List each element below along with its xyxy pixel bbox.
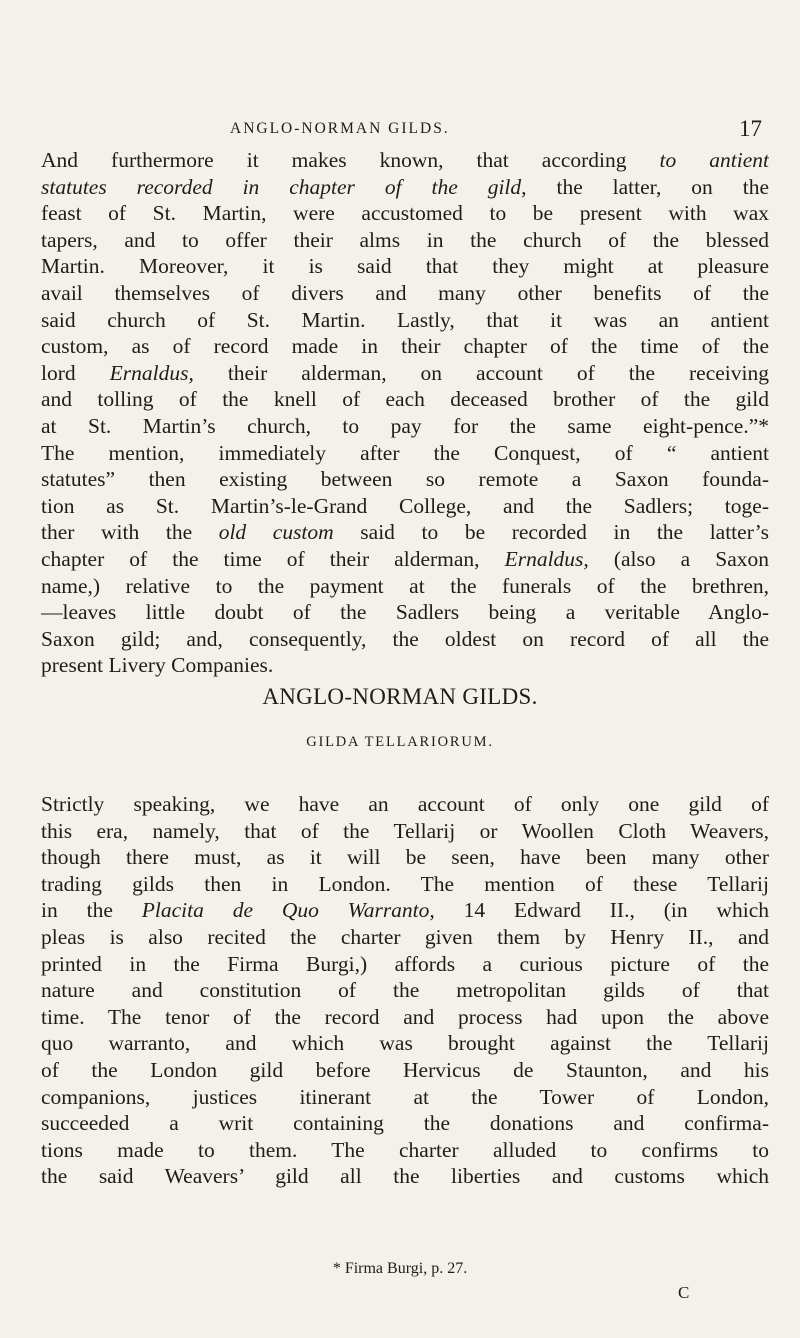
text-line: and tolling of the knell of each deceased brother of the gild — [41, 387, 769, 412]
text-line: tions made to them. The charter alluded to confirms to — [41, 1137, 769, 1162]
footnote: * Firma Burgi, p. 27. — [332, 1260, 468, 1277]
text-line: printed in the Firma Burgi,) affords a curious picture of the — [41, 951, 769, 976]
body-text-lower — [41, 791, 769, 1190]
text-line: Strictly speaking, we have an account of only one gild of — [41, 792, 769, 816]
section-subheading: GILDA TELLARIORUM. — [306, 734, 494, 750]
text-line: said church of St. Martin. Lastly, that it was an antient — [41, 307, 769, 332]
paragraph-gild-statutes — [41, 147, 769, 440]
text-line: quo warranto, and which was brought against the Tellarij — [41, 1031, 769, 1056]
paragraph-antient-statutes — [41, 440, 769, 679]
text-line: though there must, as it will be seen, have been many other — [41, 845, 769, 870]
body-text-upper — [41, 147, 769, 679]
text-line: statutes recorded in chapter of the gild, the latter, on the — [41, 174, 769, 199]
text-line: pleas is also recited the charter given them by Henry II., and — [41, 924, 769, 949]
text-line: chapter of the time of their alderman, Ernaldus, (also a Saxon — [41, 546, 769, 571]
text-line: custom, as of record made in their chapter of the time of the — [41, 334, 769, 359]
running-title: ANGLO-NORMAN GILDS. — [230, 120, 450, 137]
page-number: 17 — [739, 116, 762, 141]
text-line: time. The tenor of the record and process had upon the above — [41, 1004, 769, 1029]
text-line: name,) relative to the payment at the funerals of the brethren, — [41, 573, 769, 598]
text-line: nature and constitution of the metropolitan gilds of that — [41, 978, 769, 1003]
text-line: And furthermore it makes known, that according to antient — [41, 148, 769, 172]
text-line: trading gilds then in London. The mention of these Tellarij — [41, 871, 769, 896]
text-line: companions, justices itinerant at the Tower of London, — [41, 1084, 769, 1109]
signature-mark: C — [678, 1283, 690, 1302]
italic-run: statutes recorded in chapter of the gild, — [41, 174, 527, 199]
text-line: this era, namely, that of the Tellarij or Woollen Cloth Weavers, — [41, 818, 769, 843]
text-line: succeeded a writ containing the donations and confirma- — [41, 1111, 769, 1136]
italic-run: Ernaldus, — [109, 360, 194, 385]
text-line: the said Weavers’ gild all the liberties and customs which — [41, 1164, 769, 1189]
text-line: at St. Martin’s church, to pay for the same eight-pence.”* — [41, 413, 769, 438]
italic-run: to antient — [659, 148, 769, 172]
text-line: lord Ernaldus, their alderman, on account of the receiving — [41, 360, 769, 385]
italic-run: Ernaldus, — [504, 546, 589, 571]
text-line: —leaves little doubt of the Sadlers being a veritable Anglo- — [41, 600, 769, 625]
running-head — [0, 116, 800, 146]
paragraph-tellarij — [41, 791, 769, 1190]
italic-run: Placita de Quo Warranto, — [141, 898, 435, 923]
text-line: tion as St. Martin’s-le-Grand College, and the Sadlers; toge- — [41, 493, 769, 518]
text-line: ther with the old custom said to be recorded in the latter’s — [41, 520, 769, 545]
text-line: of the London gild before Hervicus de Staunton, and his — [41, 1057, 769, 1082]
text-line: tapers, and to offer their alms in the church of the blessed — [41, 227, 769, 252]
text-line: Martin. Moreover, it is said that they might at pleasure — [41, 254, 769, 279]
section-heading: ANGLO-NORMAN GILDS. — [262, 684, 538, 709]
text-line: The mention, immediately after the Conquest, of “ antient — [41, 440, 769, 465]
text-line: feast of St. Martin, were accustomed to be present with wax — [41, 201, 769, 226]
text-line: in the Placita de Quo Warranto, 14 Edward II., (in which — [41, 898, 769, 923]
italic-run: old custom — [218, 520, 334, 545]
text-line: statutes” then existing between so remote a Saxon founda- — [41, 467, 769, 492]
text-line: Saxon gild; and, consequently, the oldest on record of all the — [41, 626, 769, 651]
text-line: present Livery Companies. — [41, 653, 274, 678]
text-line: avail themselves of divers and many other benefits of the — [41, 280, 769, 305]
